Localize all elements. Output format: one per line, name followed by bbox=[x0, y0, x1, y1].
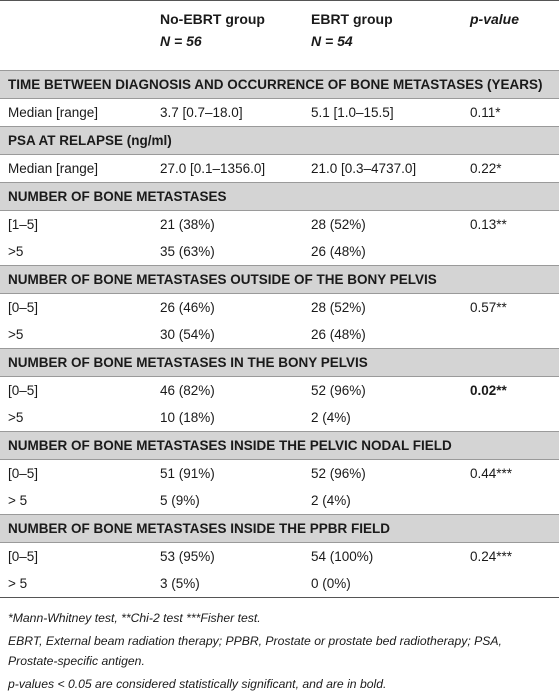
section-header-row bbox=[0, 183, 559, 211]
table-row bbox=[0, 99, 559, 127]
p-value: 0.02** bbox=[470, 383, 507, 398]
header-row bbox=[0, 1, 559, 71]
ebrt-value: 26 (48%) bbox=[311, 327, 366, 342]
p-value: 0.22* bbox=[470, 161, 502, 176]
section-header-row bbox=[0, 266, 559, 294]
table-row bbox=[0, 487, 559, 515]
footnote-abbreviations: EBRT, External beam radiation therapy; PPBR, Prostate or prostate bed radiotherapy; PSA, Prostate-specific antigen. bbox=[8, 634, 502, 668]
section-title: NUMBER OF BONE METASTASES INSIDE THE PELVIC NODAL FIELD bbox=[0, 432, 559, 460]
section-header-row bbox=[0, 349, 559, 377]
table-row bbox=[0, 543, 559, 571]
row-label: > 5 bbox=[8, 493, 28, 508]
section-header-row bbox=[0, 432, 559, 460]
section-title: TIME BETWEEN DIAGNOSIS AND OCCURRENCE OF BONE METASTASES (YEARS) bbox=[0, 71, 559, 99]
no-ebrt-value: 3 (5%) bbox=[160, 570, 311, 598]
table-row bbox=[0, 238, 559, 266]
row-label: [0–5] bbox=[8, 466, 39, 481]
ebrt-value: 26 (48%) bbox=[311, 244, 366, 259]
ebrt-value: 52 (96%) bbox=[311, 466, 366, 481]
row-label: [0–5] bbox=[8, 383, 39, 398]
ebrt-value: 52 (96%) bbox=[311, 383, 366, 398]
row-label: [0–5] bbox=[8, 300, 39, 315]
row-label: >5 bbox=[8, 327, 24, 342]
section-title: NUMBER OF BONE METASTASES bbox=[0, 183, 559, 211]
row-label: >5 bbox=[8, 410, 24, 425]
p-value bbox=[470, 570, 559, 598]
ebrt-value: 28 (52%) bbox=[311, 300, 366, 315]
footnote-significance: p-values < 0.05 are considered statistically significant, and are in bold. bbox=[8, 677, 387, 691]
table-header bbox=[0, 1, 559, 71]
no-ebrt-value: 21 (38%) bbox=[160, 217, 215, 232]
no-ebrt-value: 27.0 [0.1–1356.0] bbox=[160, 161, 266, 176]
p-value: 0.24*** bbox=[470, 549, 513, 564]
table-row bbox=[0, 404, 559, 432]
section-header-row bbox=[0, 515, 559, 543]
table-row bbox=[0, 377, 559, 405]
section-title: NUMBER OF BONE METASTASES INSIDE THE PPBR FIELD bbox=[0, 515, 559, 543]
no-ebrt-value: 3.7 [0.7–18.0] bbox=[160, 105, 243, 120]
row-label: [0–5] bbox=[8, 549, 39, 564]
section-title: NUMBER OF BONE METASTASES OUTSIDE OF THE BONY PELVIS bbox=[0, 266, 559, 294]
section-title: NUMBER OF BONE METASTASES IN THE BONY PELVIS bbox=[0, 349, 559, 377]
no-ebrt-value: 35 (63%) bbox=[160, 244, 215, 259]
no-ebrt-value: 10 (18%) bbox=[160, 410, 215, 425]
row-label: >5 bbox=[8, 244, 24, 259]
p-value: 0.44*** bbox=[470, 466, 513, 481]
p-value: 0.13** bbox=[470, 217, 507, 232]
header-no-ebrt-title: No-EBRT group bbox=[160, 11, 265, 27]
section-header-row bbox=[0, 127, 559, 155]
p-value: 0.57** bbox=[470, 300, 507, 315]
ebrt-value: 54 (100%) bbox=[311, 549, 374, 564]
p-value bbox=[470, 321, 559, 349]
table-row bbox=[0, 155, 559, 183]
ebrt-value: 2 (4%) bbox=[311, 410, 351, 425]
header-ebrt bbox=[311, 1, 470, 71]
header-empty-cell bbox=[0, 1, 160, 71]
no-ebrt-value: 26 (46%) bbox=[160, 300, 215, 315]
header-ebrt-title: EBRT group bbox=[311, 11, 393, 27]
header-no-ebrt bbox=[160, 1, 311, 71]
p-value bbox=[470, 487, 559, 515]
table-row bbox=[0, 460, 559, 488]
ebrt-value: 21.0 [0.3–4737.0] bbox=[311, 161, 417, 176]
section-title: PSA AT RELAPSE (ng/ml) bbox=[0, 127, 559, 155]
ebrt-value: 2 (4%) bbox=[311, 493, 351, 508]
table-row bbox=[0, 570, 559, 598]
row-label: [1–5] bbox=[8, 217, 39, 232]
footnote-tests: *Mann-Whitney test, **Chi-2 test ***Fisher test. bbox=[8, 611, 261, 625]
no-ebrt-value: 51 (91%) bbox=[160, 466, 215, 481]
no-ebrt-value: 53 (95%) bbox=[160, 549, 215, 564]
row-label: Median [range] bbox=[8, 105, 99, 120]
ebrt-value: 0 (0%) bbox=[311, 570, 470, 598]
no-ebrt-value: 30 (54%) bbox=[160, 327, 215, 342]
table-row bbox=[0, 294, 559, 322]
table-body bbox=[0, 71, 559, 598]
row-label: > 5 bbox=[0, 570, 160, 598]
p-value bbox=[470, 404, 559, 432]
no-ebrt-value: 5 (9%) bbox=[160, 493, 200, 508]
table-row bbox=[0, 211, 559, 239]
header-ebrt-n: N = 54 bbox=[311, 33, 353, 49]
header-p-value: p-value bbox=[470, 11, 520, 27]
ebrt-value: 28 (52%) bbox=[311, 217, 366, 232]
p-value bbox=[470, 238, 559, 266]
header-no-ebrt-n: N = 56 bbox=[160, 33, 202, 49]
row-label: Median [range] bbox=[8, 161, 99, 176]
no-ebrt-value: 46 (82%) bbox=[160, 383, 215, 398]
table-row bbox=[0, 321, 559, 349]
section-header-row bbox=[0, 71, 559, 99]
ebrt-value: 5.1 [1.0–15.5] bbox=[311, 105, 394, 120]
footnotes bbox=[0, 598, 559, 694]
p-value: 0.11* bbox=[470, 105, 501, 120]
